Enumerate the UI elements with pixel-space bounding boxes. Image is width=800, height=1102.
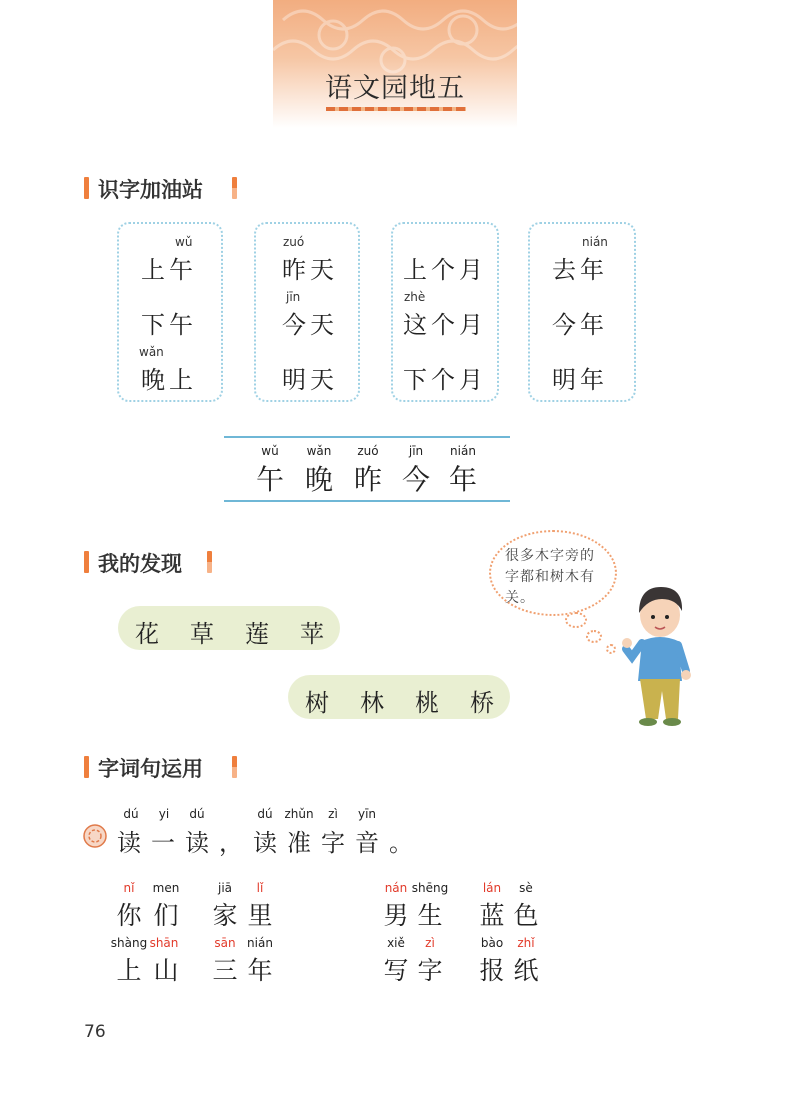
pair-pinyin: xiě [387,936,405,950]
pair-pinyin: zì [425,936,435,950]
strip-char: 午 [255,463,284,496]
pair-char: 三 [212,956,238,985]
pair-pinyin: bào [480,936,504,950]
word: 这个月 [403,311,487,339]
read-pinyin: dú [123,807,139,821]
read-pinyin: dú [189,807,205,821]
pill-char: 花 [135,620,159,648]
title-underline [326,107,466,111]
pair-char: 蓝 [479,901,505,930]
pair-char: 报 [479,956,505,985]
read-pinyin: yīn [357,807,377,821]
pinyin-zhe: zhè [404,290,426,304]
word: 晚上 [141,366,197,394]
pair-char: 里 [247,901,273,930]
pair-char: 色 [513,901,539,930]
pair-char: 字 [417,956,443,985]
pinyin-wu: wǔ [175,235,193,249]
read-pinyin: zhǔn [284,807,314,821]
pair-pinyin: lǐ [256,881,264,895]
pill-wood-radical [288,675,510,719]
section-bar-right [232,177,237,199]
pair-char: 年 [247,956,273,985]
pair-pinyin: nián [247,936,273,950]
thought-puff [606,644,616,654]
thought-puff [565,612,587,628]
read-pinyin: yi [158,807,170,821]
pill-grass-radical [118,606,340,650]
pill-char: 桃 [415,689,439,717]
pill-char: 树 [305,689,329,717]
section-title: 我的发现 [98,552,182,576]
read-pinyin: zì [328,807,338,821]
pair-pinyin: shān [149,936,179,950]
pill-char: 草 [190,620,214,648]
pill-char: 桥 [470,689,494,717]
strip-top-line [224,436,510,438]
word: 下个月 [403,366,487,394]
pair-pinyin: shēng [411,881,449,895]
section-title: 识字加油站 [98,178,203,202]
section-title: 字词句运用 [98,757,203,781]
pair-char: 男 [383,901,409,930]
title-banner [273,0,517,128]
pair-char: 们 [153,901,179,930]
pair-char: 写 [383,956,409,985]
pill-char: 苹 [300,620,324,648]
pinyin-wan: wǎn [139,345,164,359]
word: 昨天 [282,256,338,284]
strip-bottom-line [224,500,510,502]
pair-pinyin: shàng [110,936,148,950]
section-header-s3 [84,753,244,781]
read-instruction: 读一读，读准字音。 [117,829,423,857]
pair-pinyin: nán [384,881,408,895]
pair-char: 你 [116,901,142,930]
pair-char: 山 [153,956,179,985]
section-header-s1 [84,174,244,202]
strip-pinyin: wǎn [306,444,332,458]
pair-pinyin: sān [214,936,236,950]
pinyin-zuo: zuó [283,235,305,249]
strip-char: 昨 [353,463,382,496]
section-bar-left [84,756,89,778]
section-bar-left [84,177,89,199]
thought-puff [586,630,602,643]
pair-pinyin: nǐ [123,881,135,895]
section-bar-right [207,551,212,573]
pair-pinyin: zhǐ [517,936,535,950]
word: 明天 [282,366,338,394]
word-box-2 [254,222,360,402]
strip-pinyin: jīn [408,444,424,458]
seal-icon [83,824,107,848]
bubble-text: 很多木字旁的字都和树木有关。 [505,548,595,606]
pair-pinyin: jiā [217,881,233,895]
boy-illustration [620,585,700,730]
word-box-1 [117,222,223,402]
pinyin-jin: jīn [286,290,301,304]
word: 今年 [552,311,608,339]
word: 上午 [141,256,197,284]
pinyin-nian: nián [582,235,608,249]
strip-pinyin: zuó [357,444,379,458]
word: 明年 [552,366,608,394]
strip-pinyin: nián [450,444,476,458]
section-bar-left [84,551,89,573]
word: 下午 [141,311,197,339]
word: 今天 [282,311,338,339]
strip-pinyin: wǔ [261,444,279,458]
strip-char: 今 [401,463,430,496]
read-pinyin: dú [257,807,273,821]
pill-char: 莲 [245,620,269,648]
section-header-s2 [84,548,224,576]
strip-char: 晚 [304,463,333,496]
pair-pinyin: sè [519,881,533,895]
section-bar-right [232,756,237,778]
pair-char: 纸 [513,956,539,985]
pair-char: 家 [212,901,238,930]
page-number: 76 [84,1022,106,1042]
pair-char: 上 [116,956,142,985]
page-title: 语文园地五 [325,73,465,104]
thought-bubble [489,530,617,616]
word-box-4 [528,222,636,402]
word: 上个月 [403,256,487,284]
strip-char: 年 [448,463,477,496]
pair-pinyin: lán [482,881,502,895]
pair-pinyin: men [152,881,180,895]
pill-char: 林 [360,689,384,717]
word: 去年 [552,256,608,284]
word-box-3 [391,222,499,402]
pair-char: 生 [417,901,443,930]
